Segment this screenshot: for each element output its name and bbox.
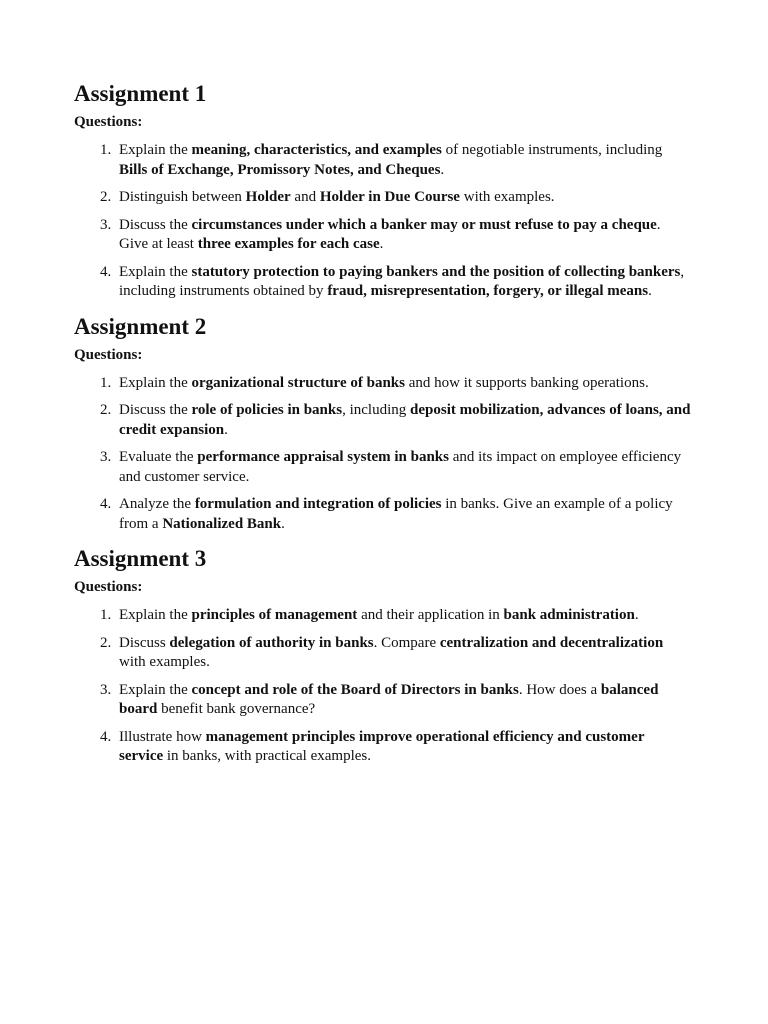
question-emphasis: performance appraisal system in banks: [197, 449, 449, 465]
question-emphasis: role of policies in banks: [191, 402, 343, 418]
question-text-segment: , including: [342, 402, 411, 418]
question-text-segment: .: [224, 421, 228, 438]
question-item: [74, 188, 692, 208]
question-text: [119, 607, 639, 623]
question-number: 4.: [100, 496, 112, 512]
question-emphasis: Bills of Exchange, Promissory Notes, and Cheques: [119, 161, 441, 178]
question-emphasis: meaning, characteristics, and examples: [191, 142, 442, 158]
question-text-segment: . How does a: [518, 681, 601, 698]
question-item: [74, 448, 692, 487]
question-text-segment: .: [634, 607, 639, 623]
question-text-segment: Distinguish between: [119, 189, 246, 205]
question-item: [74, 634, 692, 673]
assignment-title: Assignment 3: [74, 546, 207, 571]
question-text: [119, 496, 673, 532]
question-text-segment: .: [440, 161, 445, 178]
question-number: 2.: [100, 634, 112, 651]
question-item: [74, 728, 692, 767]
question-text-segment: Explain the: [119, 374, 192, 391]
assignment-title: Assignment 2: [74, 313, 207, 339]
question-text-segment: . Compare: [373, 634, 440, 651]
question-text: [119, 264, 684, 300]
assignment-section: [74, 79, 692, 302]
question-text: [119, 217, 661, 253]
question-item: [74, 495, 692, 534]
assignments-container: [74, 79, 692, 767]
assignment-section: [74, 312, 692, 535]
question-text: [119, 402, 690, 438]
question-text-segment: Explain the: [119, 263, 192, 280]
question-text-segment: .: [648, 283, 652, 299]
question-text-segment: with examples.: [459, 189, 555, 205]
question-emphasis: balanced board: [119, 681, 659, 717]
question-text-segment: , including instruments obtained by: [119, 263, 685, 299]
question-text-segment: Explain the: [119, 142, 192, 158]
question-text-segment: of negotiable instruments, including: [441, 142, 663, 158]
question-emphasis: formulation and integration of policies: [194, 496, 442, 512]
question-text-segment: with examples.: [119, 654, 210, 670]
question-emphasis: delegation of authority in banks: [169, 634, 374, 651]
question-number: 3.: [100, 449, 112, 465]
question-text-segment: in banks, with practical examples.: [163, 748, 371, 764]
question-item: [74, 141, 692, 180]
question-text-segment: .: [281, 515, 285, 532]
question-emphasis: concept and role of the Board of Directors in banks: [191, 681, 519, 698]
question-item: [74, 216, 692, 255]
assignment-section: [74, 544, 692, 767]
question-text: [119, 729, 644, 765]
question-emphasis: Holder in Due Course: [319, 189, 460, 205]
question-text: [119, 189, 555, 205]
question-emphasis: management principles improve operational efficiency and customer service: [119, 728, 645, 764]
question-text-segment: Discuss the: [119, 402, 192, 418]
question-list: [74, 141, 692, 302]
question-text-segment: Discuss the: [119, 216, 192, 233]
question-text-segment: .: [379, 236, 384, 252]
question-item: [74, 401, 692, 440]
question-emphasis: organizational structure of banks: [191, 374, 405, 391]
question-number: 3.: [100, 681, 112, 698]
questions-label: Questions:: [74, 579, 143, 595]
question-text-segment: and: [290, 189, 320, 205]
question-list: [74, 374, 692, 535]
question-item: [74, 681, 692, 720]
question-text-segment: in banks. Give an example of a policy from a: [119, 496, 673, 532]
question-emphasis: statutory protection to paying bankers and the position of collecting bankers: [191, 263, 681, 280]
question-text-segment: and how it supports banking operations.: [404, 374, 649, 391]
question-emphasis: centralization and decentralization: [439, 634, 664, 651]
question-number: 2.: [100, 402, 112, 418]
questions-label: Questions:: [74, 114, 143, 130]
question-text-segment: Discuss: [119, 634, 170, 651]
question-emphasis: circumstances under which a banker may or must refuse to pay a cheque: [191, 216, 657, 233]
question-text-segment: Analyze the: [119, 496, 195, 512]
question-item: [74, 263, 692, 302]
questions-label: Questions:: [74, 346, 143, 363]
question-text: [119, 375, 649, 391]
question-number: 2.: [100, 189, 112, 205]
question-text-segment: Evaluate the: [119, 449, 198, 465]
question-text-segment: . Give at least: [119, 216, 661, 252]
question-emphasis: three examples for each case: [197, 236, 380, 252]
question-number: 1.: [100, 374, 112, 391]
question-text-segment: and its impact on employee efficiency and customer service.: [119, 449, 682, 485]
question-emphasis: bank administration: [503, 607, 635, 623]
question-text-segment: Illustrate how: [119, 728, 206, 745]
question-text: [119, 682, 658, 718]
question-number: 4.: [100, 263, 112, 280]
question-emphasis: Holder: [245, 189, 291, 205]
question-list: [74, 606, 692, 767]
question-emphasis: fraud, misrepresentation, forgery, or illegal means: [327, 283, 649, 299]
question-text: [119, 449, 681, 485]
question-item: [74, 374, 692, 394]
question-text: [119, 142, 662, 178]
assignment-title: Assignment 1: [74, 81, 207, 106]
question-emphasis: principles of management: [191, 607, 358, 623]
question-number: 4.: [100, 728, 112, 745]
question-text-segment: Explain the: [119, 607, 192, 623]
question-number: 3.: [100, 216, 112, 233]
question-emphasis: deposit mobilization, advances of loans, and credit expansion: [119, 402, 691, 438]
question-number: 1.: [100, 142, 112, 158]
question-number: 1.: [100, 607, 112, 623]
question-text: [119, 635, 663, 671]
question-text-segment: benefit bank governance?: [157, 701, 316, 717]
question-emphasis: Nationalized Bank: [162, 515, 282, 532]
question-item: [74, 606, 692, 626]
question-text-segment: Explain the: [119, 681, 192, 698]
question-text-segment: and their application in: [357, 607, 504, 623]
